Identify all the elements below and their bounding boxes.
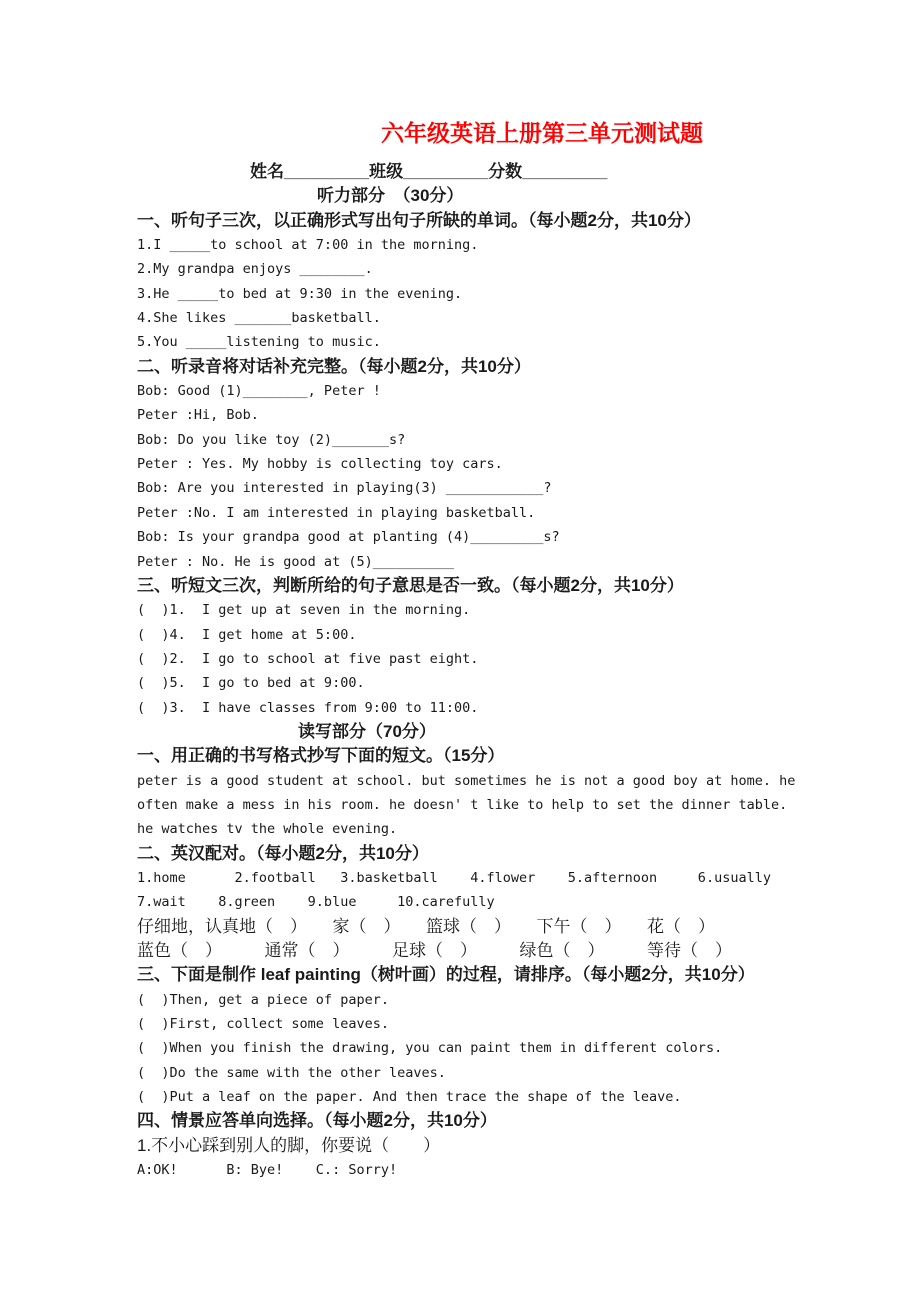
name-class-score-fields: 姓名_________班级_________分数_________ bbox=[250, 162, 608, 181]
section-heading: 一、听句子三次，以正确形式写出句子所缺的单词。（每小题2分，共10分） bbox=[137, 210, 701, 230]
question-line: ( )First, collect some leaves. bbox=[137, 1016, 389, 1033]
document-title: 六年级英语上册第三单元测试题 bbox=[381, 120, 703, 146]
section-heading: 二、英汉配对。（每小题2分，共10分） bbox=[137, 843, 429, 863]
question-line: 3.He _____to bed at 9:30 in the evening. bbox=[137, 285, 463, 302]
reading-part-header: 读写部分（70分） bbox=[298, 721, 436, 741]
section-heading: 四、情景应答单向选择。（每小题2分，共10分） bbox=[137, 1111, 497, 1131]
match-line: 蓝色（ ） 通常（ ） 足球（ ） 绿色（ ） 等待（ ） bbox=[137, 941, 732, 960]
section-heading: 二、听录音将对话补充完整。（每小题2分，共10分） bbox=[137, 356, 531, 376]
question-line: ( )5. I go to bed at 9:00. bbox=[137, 675, 365, 692]
section-heading: 三、听短文三次，判断所给的句子意思是否一致。（每小题2分，共10分） bbox=[137, 575, 684, 595]
question-line: ( )When you finish the drawing, you can paint them in different colors. bbox=[137, 1040, 723, 1057]
question-line: ( )3. I have classes from 9:00 to 11:00. bbox=[137, 699, 479, 716]
question-line: ( )1. I get up at seven in the morning. bbox=[137, 602, 471, 619]
question-line: 4.She likes _______basketball. bbox=[137, 310, 381, 327]
question-line: ( )Put a leaf on the paper. And then trace the shape of the leave. bbox=[137, 1089, 682, 1106]
question-line: ( )Then, get a piece of paper. bbox=[137, 991, 389, 1008]
dialogue-line: Bob: Are you interested in playing(3) ____________? bbox=[137, 480, 552, 497]
question-line: 2.My grandpa enjoys ________. bbox=[137, 261, 373, 278]
word-list-line: 1.home 2.football 3.basketball 4.flower 5.afternoon 6.usually bbox=[137, 869, 771, 886]
question-line: 1.I _____to school at 7:00 in the morning. bbox=[137, 237, 479, 254]
dialogue-line: Bob: Do you like toy (2)_______s? bbox=[137, 431, 406, 448]
dialogue-line: Bob: Is your grandpa good at planting (4)_________s? bbox=[137, 529, 560, 546]
passage-line: often make a mess in his room. he doesn' t like to help to set the dinner table. bbox=[137, 796, 788, 813]
dialogue-line: Peter :No. I am interested in playing basketball. bbox=[137, 504, 536, 521]
section-heading: 三、下面是制作 leaf painting（树叶画）的过程，请排序。（每小题2分，共10分） bbox=[137, 965, 755, 985]
question-line: 5.You _____listening to music. bbox=[137, 334, 381, 351]
passage-line: he watches tv the whole evening. bbox=[137, 821, 398, 838]
dialogue-line: Peter : Yes. My hobby is collecting toy cars. bbox=[137, 456, 503, 473]
question-line: ( )4. I get home at 5:00. bbox=[137, 626, 357, 643]
word-list-line: 7.wait 8.green 9.blue 10.carefully bbox=[137, 894, 495, 911]
question-line: 1.不小心踩到别人的脚，你要说（ ） bbox=[137, 1135, 441, 1155]
question-line: ( )Do the same with the other leaves. bbox=[137, 1064, 446, 1081]
dialogue-line: Peter : No. He is good at (5)__________ bbox=[137, 553, 454, 570]
listening-part-header: 听力部分 （30分） bbox=[317, 186, 464, 206]
section-heading: 一、用正确的书写格式抄写下面的短文。（15分） bbox=[137, 746, 505, 766]
dialogue-line: Bob: Good (1)________, Peter ! bbox=[137, 383, 381, 400]
dialogue-line: Peter :Hi, Bob. bbox=[137, 407, 259, 424]
question-line: ( )2. I go to school at five past eight. bbox=[137, 650, 479, 667]
match-line: 仔细地，认真地（ ） 家（ ） 篮球（ ） 下午（ ） 花（ ） bbox=[137, 916, 715, 936]
choices-line: A:OK! B: Bye! C.: Sorry! bbox=[137, 1162, 398, 1179]
passage-line: peter is a good student at school. but sometimes he is not a good boy at home. he bbox=[137, 772, 796, 789]
